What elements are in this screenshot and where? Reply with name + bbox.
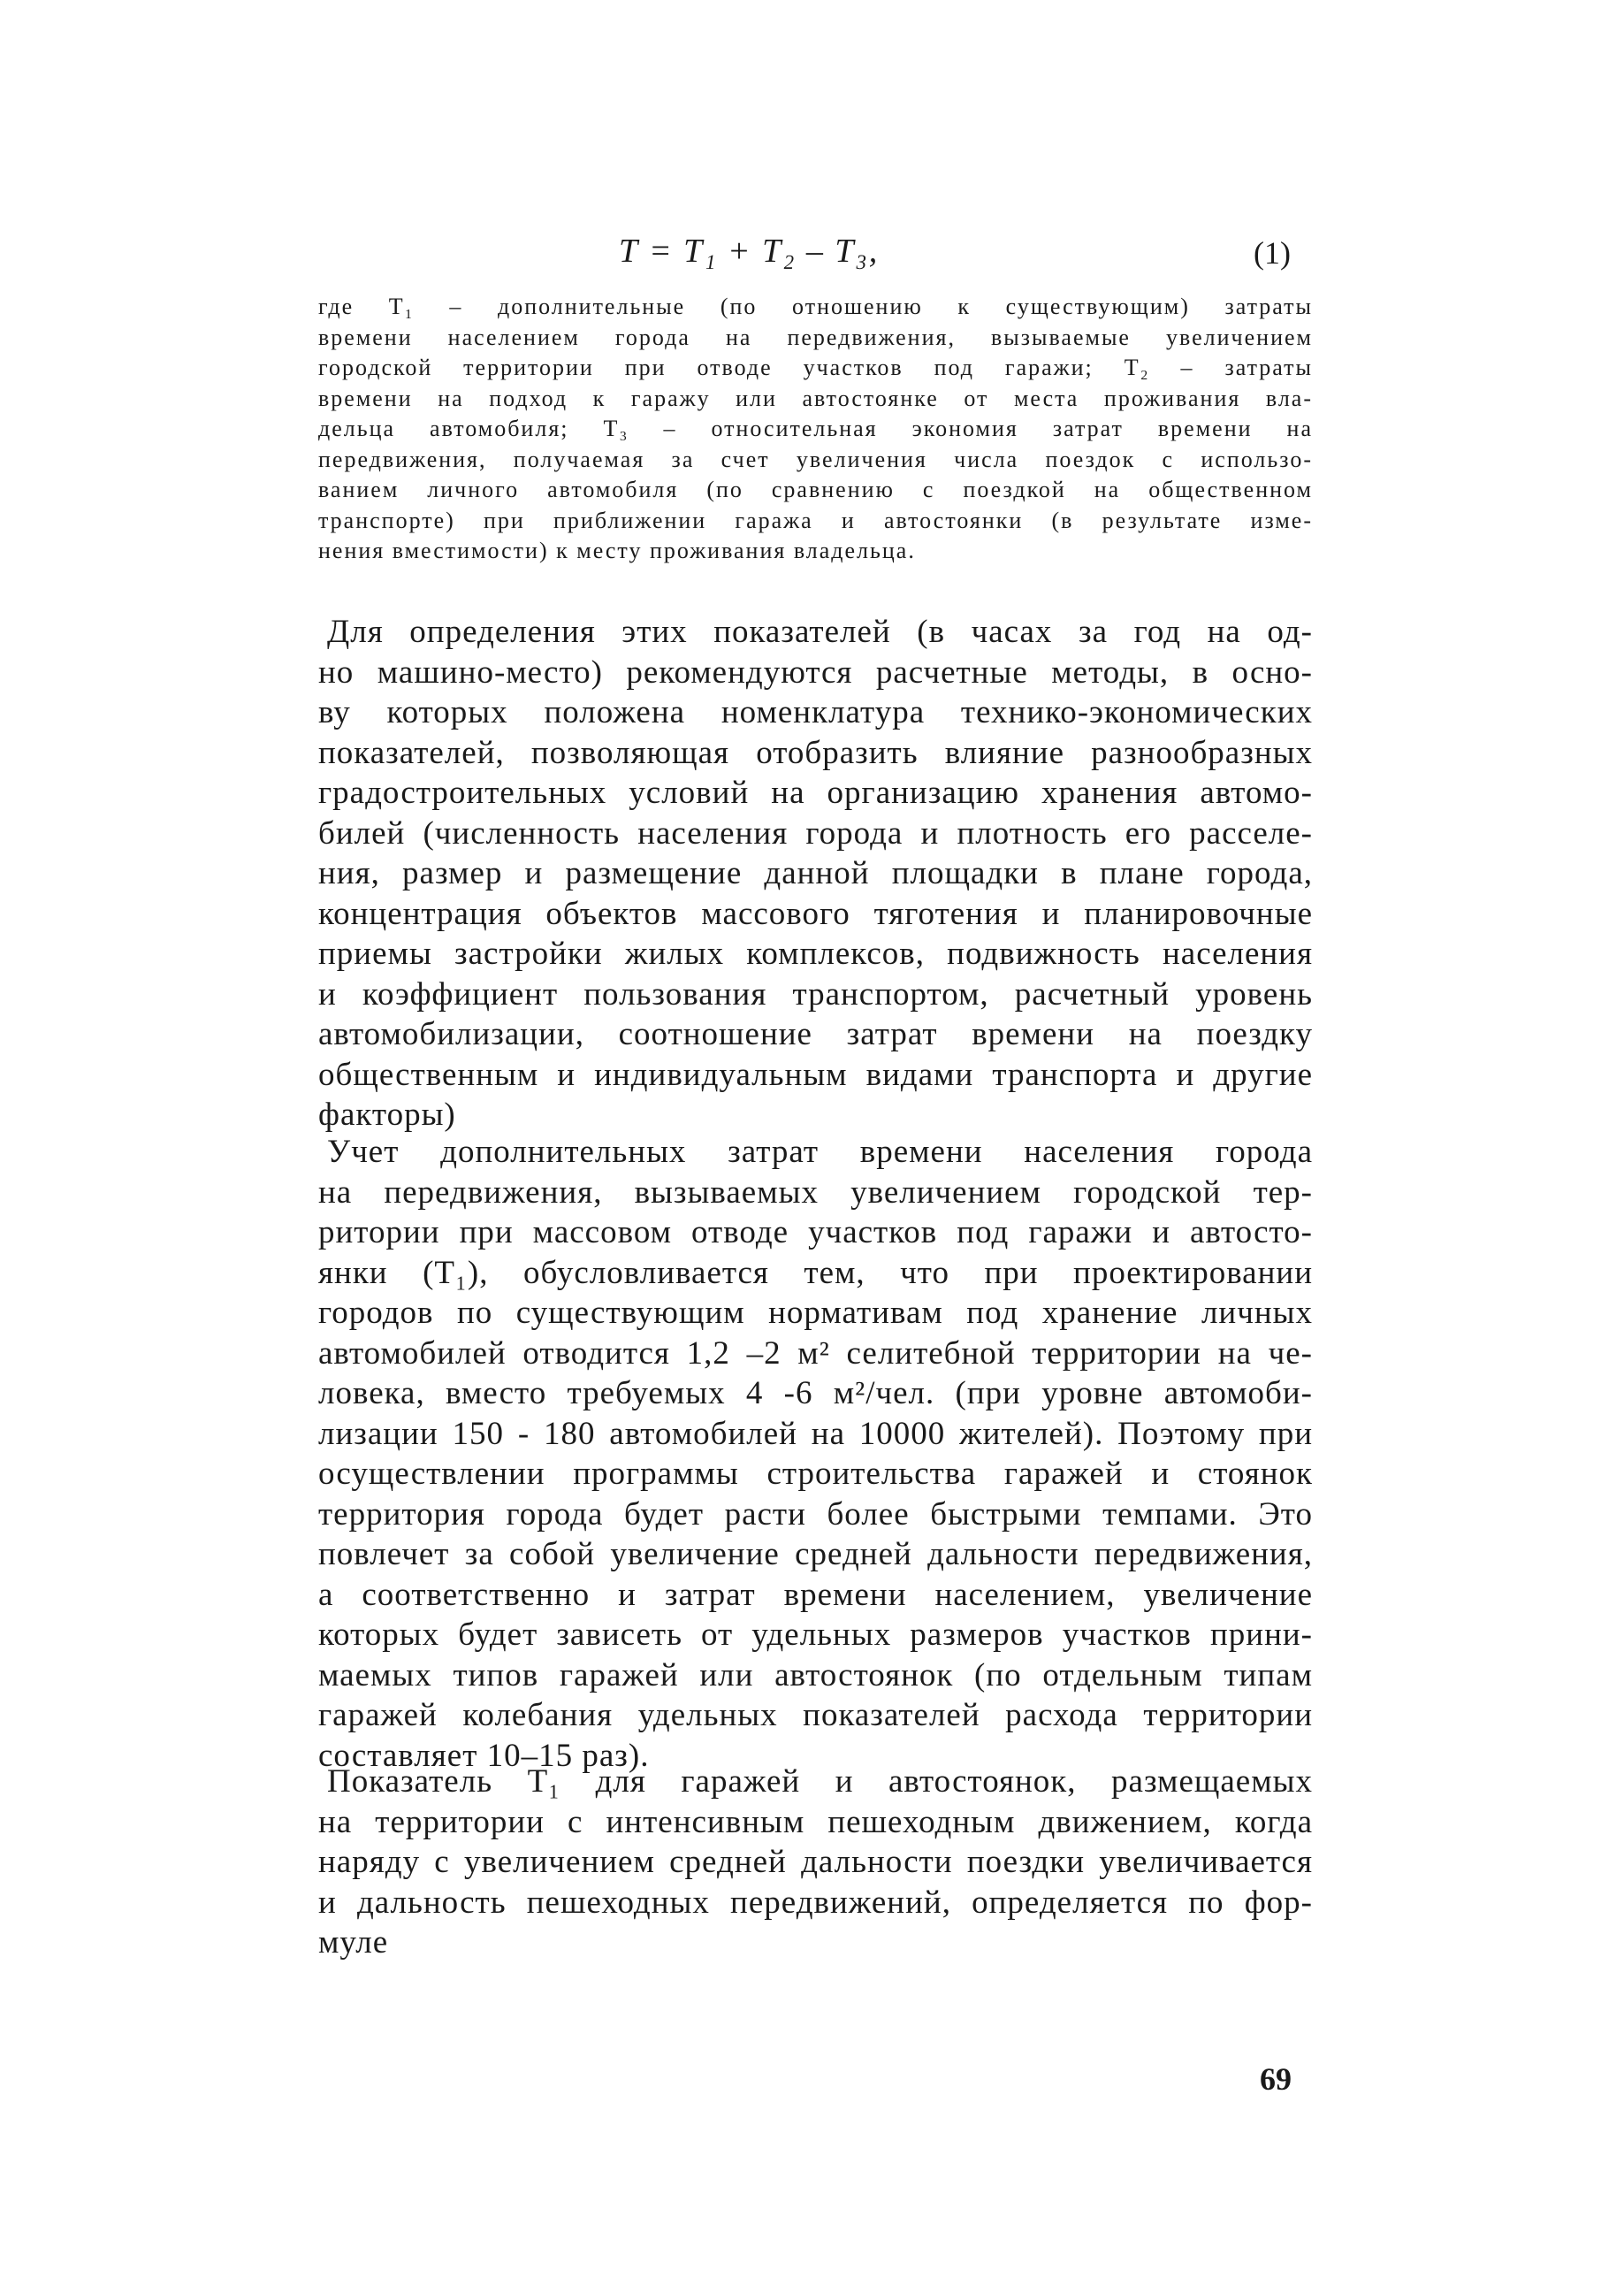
paragraph-3 [318,1762,1313,1963]
text-line: времени на подход к гаражу или автостоянке от места проживания вла- [318,385,1313,411]
text-line: составляет 10–15 раз). [318,1737,650,1774]
paragraph-1 [318,612,1313,1135]
text-line: билей (численность населения города и плотность его расселе- [318,814,1313,852]
text-line: ву которых положена номенклатура технико-экономических [318,694,1313,730]
text-line: лизации 150 - 180 автомобилей на 10000 жителей). Поэтому при [318,1415,1313,1452]
formula: T = T₁ + T₂ – T₃, [619,233,880,270]
text-line: наряду с увеличением средней дальности поездки увеличивается [318,1844,1313,1880]
text-line: повлечет за собой увеличение средней дальности передвижения, [318,1536,1313,1572]
text-line: и дальность пешеходных передвижений, определяется по фор- [318,1884,1313,1921]
text-line: муле [318,1924,389,1961]
text-line: Для определения этих показателей (в часах за год на од- [327,614,1313,650]
text-line: общественным и индивидуальным видами транспорта и другие [318,1056,1313,1093]
formula-notation [318,292,1313,567]
text-line: Учет дополнительных затрат времени населения города [327,1134,1313,1170]
text-line: осуществлении программы строительства гаражей и стоянок [318,1456,1313,1492]
text-line: маемых типов гаражей или автостоянок (по отдельным типам [318,1656,1313,1693]
text-line: гаражей колебания удельных показателей расхода территории [318,1697,1313,1733]
text-line: приемы застройки жилых комплексов, подвижность населения [318,936,1313,972]
text-line: градостроительных условий на организацию хранения автомо- [318,775,1313,811]
text-line: времени населением города на передвижения, вызываемые увеличением [318,324,1313,350]
text-line: но машино-место) рекомендуются расчетные методы, в осно- [318,654,1313,691]
text-line: ванием личного автомобиля (по сравнению с поездкой на общественном [318,477,1313,502]
text-line: городской территории при отводе участков под гаражи; T₂ – затраты [318,355,1313,380]
text-line: которых будет зависеть от удельных размеров участков прини- [318,1617,1313,1653]
equation-number: (1) [1254,235,1291,271]
text-line: нения вместимости) к месту проживания владельца. [318,538,916,563]
text-line: показателей, позволяющая отобразить влияние разнообразных [318,734,1313,771]
text-line: факторы) [318,1097,456,1133]
text-line: и коэффициент пользования транспортом, расчетный уровень [318,975,1313,1013]
text-line: на передвижения, вызываемых увеличением городской тер- [318,1173,1313,1211]
text-line: городов по существующим нормативам под хранение личных [318,1295,1313,1331]
text-line: янки (T₁), обусловливается тем, что при проектировании [318,1254,1313,1291]
text-line: где T₁ – дополнительные (по отношению к существующим) затраты [318,294,1313,319]
text-line: на территории с интенсивным пешеходным движением, когда [318,1803,1313,1840]
paragraph-2 [318,1132,1313,1776]
text-line: дельца автомобиля; T₃ – относительная экономия затрат времени на [318,416,1313,441]
text-line: концентрация объектов массового тяготения и планировочные [318,895,1313,932]
text-line: автомобилизации, соотношение затрат времени на поездку [318,1016,1313,1052]
text-line: ловека, вместо требуемых 4 -6 м²/чел. (при уровне автомоби- [318,1375,1313,1411]
text-line: автомобилей отводится 1,2 –2 м² селитебной территории на че- [318,1334,1313,1372]
text-line: а соответственно и затрат времени населением, увеличение [318,1576,1313,1613]
text-line: территория города будет расти более быстрыми темпами. Это [318,1495,1313,1533]
text-line: передвижения, получаемая за счет увеличения числа поездок с использо- [318,446,1313,472]
text-line: транспорте) при приближении гаража и автостоянки (в результате изме- [318,507,1313,533]
page-number: 69 [1260,2061,1292,2097]
text-line: ния, размер и размещение данной площадки в плане города, [318,855,1313,891]
text-line: ритории при массовом отводе участков под гаражи и автосто- [318,1214,1313,1250]
text-line: Показатель T₁ для гаражей и автостоянок, размещаемых [327,1763,1313,1800]
